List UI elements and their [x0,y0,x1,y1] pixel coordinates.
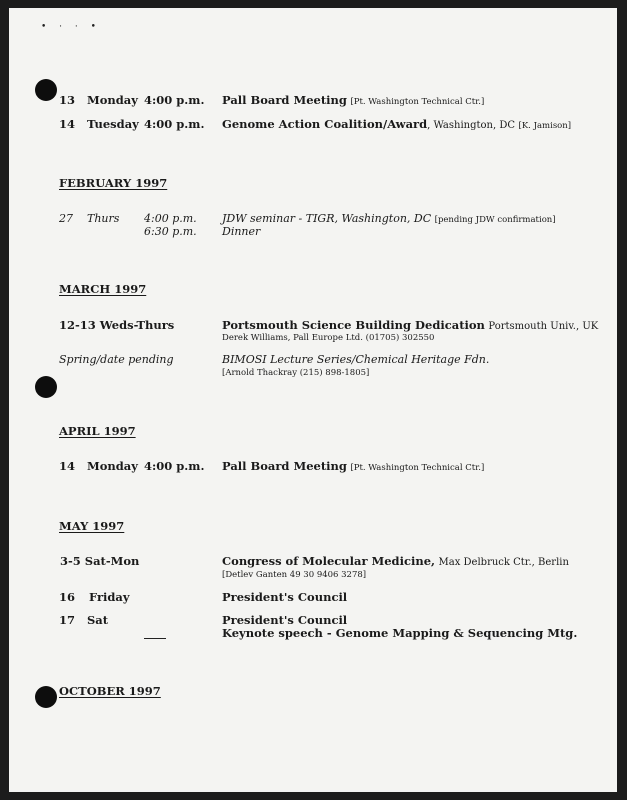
month-header-april: APRIL 1997 [59,424,136,438]
entry-event: Congress of Molecular Medicine, Max Delbruck Ctr., Berlin [222,554,569,568]
entry-day: 16 [59,590,76,604]
entry-weekday: Tuesday [87,117,139,131]
entry-weekday: Monday [87,93,138,107]
entry-day: 14 [59,117,76,131]
entry-event: Dinner [222,225,261,238]
entry-weekday: Thurs [87,212,120,225]
month-header-october: OCTOBER 1997 [59,684,161,698]
entry-date: 3-5 Sat-Mon [60,554,140,568]
entry-contact: [Arnold Thackray (215) 898-1805] [222,368,370,378]
entry-weekday: Friday [89,590,130,604]
entry-time: 4:00 p.m. [144,117,205,131]
entry-event: President's Council [222,590,348,604]
entry-date: Spring/date pending [59,353,174,366]
entry-weekday: Monday [87,459,138,473]
entry-day: 27 [59,212,73,225]
month-header-may: MAY 1997 [59,519,125,533]
entry-event: Pall Board Meeting [Pt. Washington Technical Ctr.] [222,459,485,473]
entry-contact: Derek Williams, Pall Europe Ltd. (01705) 302550 [222,333,435,343]
document-page [9,8,617,792]
punch-hole-top [35,79,57,101]
entry-day: 13 [59,93,76,107]
scan-marks: • · · • [41,22,101,32]
entry-day: 14 [59,459,76,473]
punch-hole-middle [35,376,57,398]
punch-hole-bottom [35,686,57,708]
month-header-march: MARCH 1997 [59,282,147,296]
entry-event: Genome Action Coalition/Award, Washington, DC [K. Jamison] [222,117,572,131]
entry-contact: [Detlev Ganten 49 30 9406 3278] [222,570,367,580]
entry-time: 6:30 p.m. [144,225,197,238]
entry-event: Portsmouth Science Building Dedication Portsmouth Univ., UK [222,318,599,332]
entry-time: 4:00 p.m. [144,93,205,107]
entry-time: 4:00 p.m. [144,459,205,473]
month-header-february: FEBRUARY 1997 [59,176,168,190]
entry-event: JDW seminar - TIGR, Washington, DC [pending JDW confirmation] [222,212,556,225]
blank-line [144,638,166,639]
entry-date: 12-13 Weds-Thurs [59,318,175,332]
entry-time: 4:00 p.m. [144,212,197,225]
entry-event: BIMOSI Lecture Series/Chemical Heritage Fdn. [222,353,490,366]
entry-event: Pall Board Meeting [Pt. Washington Technical Ctr.] [222,93,485,107]
entry-event: Keynote speech - Genome Mapping & Sequencing Mtg. [222,626,578,640]
entry-event: President's Council [222,613,348,627]
entry-day: 17 [59,613,76,627]
entry-weekday: Sat [87,613,109,627]
